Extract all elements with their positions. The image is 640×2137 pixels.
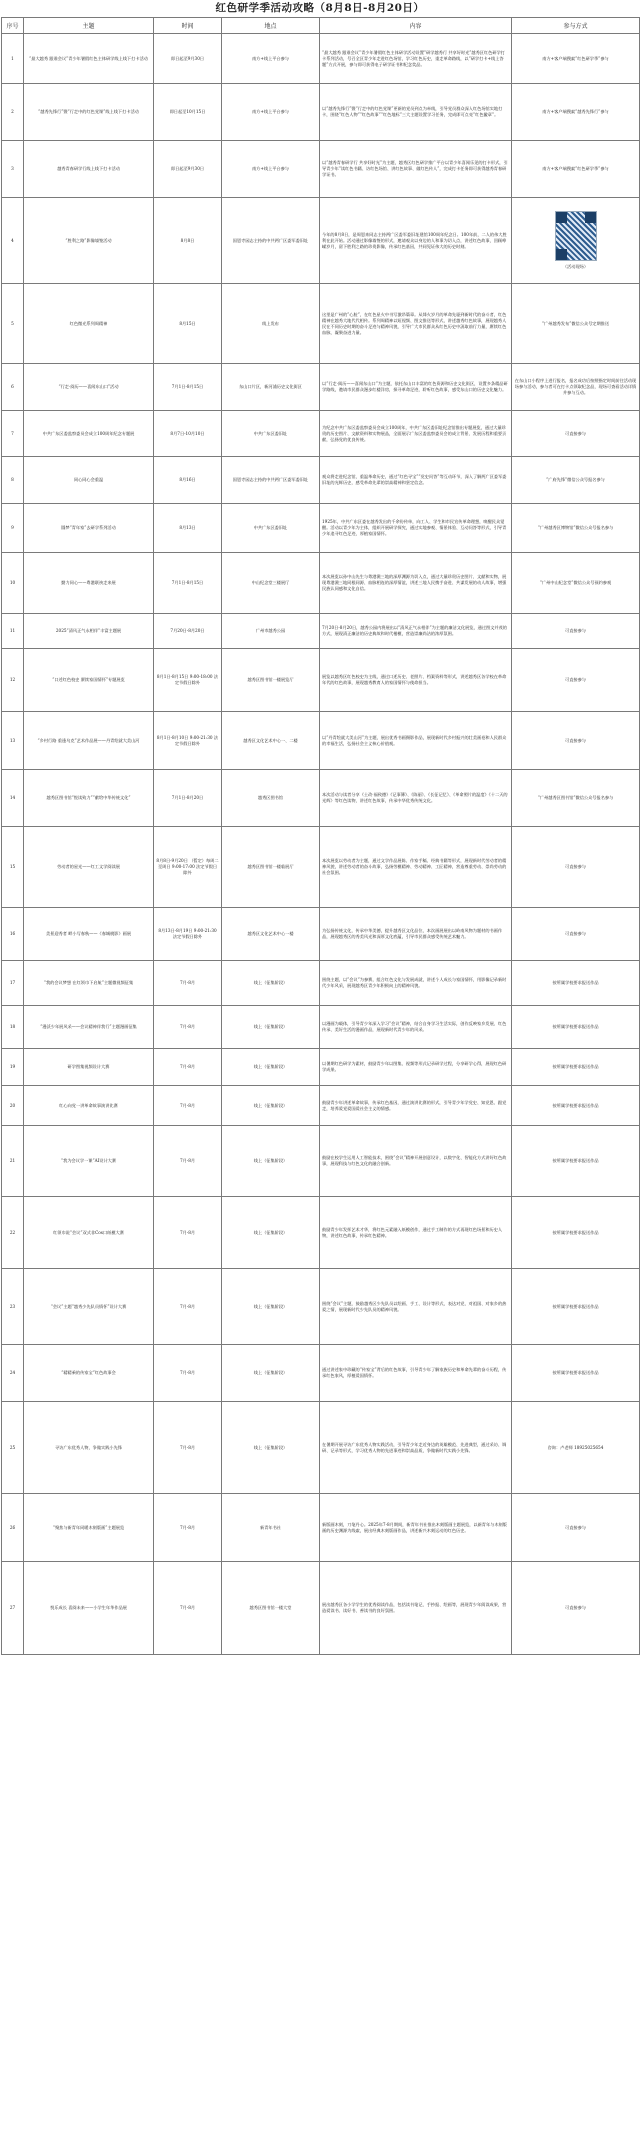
row-time: 7月1日-8月20日 [154, 770, 222, 827]
row-method: 按所属学校要求报送作品 [512, 1049, 640, 1086]
row-place: 越秀区图书馆 [222, 770, 320, 827]
table-row [2, 364, 640, 411]
row-number: 1 [2, 34, 24, 84]
row-number: 19 [2, 1049, 24, 1086]
table-row [2, 198, 640, 284]
row-content: 以漫画为载体，引导青少年深入学习“会议”精神，结合自身学习生活实际，创作反映家乡发展、红色传承、美好生活的漫画作品，展现新时代青少年的风采。 [320, 1006, 512, 1049]
row-place: 越秀区文化艺术中心一、二楼 [222, 712, 320, 770]
row-time: 7月-8月 [154, 1402, 222, 1494]
row-time: 8月8日-9月20日 （暂定）每周二至周日 9:00-17:00 法定节假日除外 [154, 827, 222, 908]
table-row [2, 411, 640, 457]
table-row [2, 1402, 640, 1494]
row-place: 中共广东区委旧址 [222, 504, 320, 553]
table-header-row [2, 18, 640, 34]
row-theme: 同心同心会重温 [24, 457, 154, 504]
row-time: 7月-8月 [154, 1126, 222, 1197]
row-number: 25 [2, 1402, 24, 1494]
row-time: 8月16日 [154, 457, 222, 504]
row-number: 14 [2, 770, 24, 827]
header-theme: 主题 [24, 18, 154, 34]
table-row [2, 614, 640, 649]
row-method: 可直接参与 [512, 411, 640, 457]
row-time: 7月-8月 [154, 1269, 222, 1345]
row-number: 24 [2, 1345, 24, 1402]
row-theme: 美景迎秀者 畔小写春秋——《春城桃影》画展 [24, 908, 154, 961]
row-number: 3 [2, 141, 24, 198]
row-content: 本次展览以劳动者为主题，通过文学作品展陈、作家手稿、经典书籍等形式，展现新时代劳动者的精神风貌，讲述劳动者的奋斗故事，弘扬劳模精神、劳动精神、工匠精神，营造尊重劳动、崇尚劳动的社会氛围。 [320, 827, 512, 908]
row-time: 8月8日 [154, 198, 222, 284]
row-place: 南方+线上平台参与 [222, 34, 320, 84]
table-row [2, 827, 640, 908]
table-row [2, 457, 640, 504]
row-place: 中共广东区委旧址 [222, 411, 320, 457]
row-content: 展览以越秀区红色校史为主线，通过口述历史、老照片、档案资料等形式，讲述越秀区各学校在革命年代的红色故事，展现越秀教育人的家国情怀与使命担当。 [320, 649, 512, 712]
row-number: 6 [2, 364, 24, 411]
row-method: “广州中山纪念堂”微信公众号预约参观 [512, 553, 640, 614]
row-place: 线上（征集阶段） [222, 1006, 320, 1049]
row-place: 线上（征集阶段） [222, 1197, 320, 1269]
row-theme: “我为会议学一课”AI设计大赛 [24, 1126, 154, 1197]
row-content: 鼓励在校学生运用人工智能技术，围绕“会议”精神开展创意设计，以数字化、智能化方式讲好红色故事，展现科技与红色文化的融合创新。 [320, 1126, 512, 1197]
row-content: 鼓励青少年讲述革命故事，传承红色基因，通过演讲比赛的形式，引导青少年学党史、知党恩、跟党走，培养爱党爱国爱社会主义的情感。 [320, 1086, 512, 1126]
row-theme: “会议”主题“越秀少先队员情怀”设计大赛 [24, 1269, 154, 1345]
row-number: 4 [2, 198, 24, 284]
row-theme: 寻访广东优秀人物，争做实践小先锋 [24, 1402, 154, 1494]
table-row [2, 284, 640, 364]
row-place: 中山纪念堂三楼展厅 [222, 553, 320, 614]
row-place: 广州市越秀公园 [222, 614, 320, 649]
row-method: 按所属学校要求报送作品 [512, 1126, 640, 1197]
row-method: 可直接参与 [512, 827, 640, 908]
row-number: 10 [2, 553, 24, 614]
table-row [2, 141, 640, 198]
row-place: 国恩寺园志主持的中共两广区委军委旧址 [222, 198, 320, 284]
row-time: 8月13日-8月19日 9:00-21:30 法定节假日除外 [154, 908, 222, 961]
table-body [2, 34, 640, 1655]
row-method: 南方+客户端搜索“越秀先锋行”参与 [512, 84, 640, 141]
row-theme: 中共广东区委监察委员会成立100周年纪念专题展 [24, 411, 154, 457]
row-place: 越秀区图书馆一楼临展厅 [222, 827, 320, 908]
row-method: 按所属学校要求报送作品 [512, 1086, 640, 1126]
header-time: 时间 [154, 18, 222, 34]
row-time: 即日起至9月30日 [154, 141, 222, 198]
row-number: 16 [2, 908, 24, 961]
row-theme: 红领巾说“会议”双式非Cos口纸模大赛 [24, 1197, 154, 1269]
row-theme: 2025“清风正气永相伴”丰富主题展 [24, 614, 154, 649]
row-content: 鼓励青少年发挥艺术才华，将红色元素融入纸模创作，通过手工制作的方式再现红色场景和历史人物，讲述红色故事，传承红色精神。 [320, 1197, 512, 1269]
row-method: 南方+客户端搜索“红色研学季”参与 [512, 34, 640, 84]
row-method: “广府先锋”微信公众号报名参与 [512, 457, 640, 504]
row-content: 通过讲述家中珍藏的“传家宝”背后的红色故事，引导青少年了解家族历史和革命先辈的奋斗历程，传承红色家风，厚植爱国情怀。 [320, 1345, 512, 1402]
row-time: 8月1日-8月10日 9:00-21:30 法定节假日除外 [154, 712, 222, 770]
row-content: 以“丹青绘就大美山河”为主题，展出优秀书画摄影作品，展现新时代乡村振兴的壮美画卷和人民群众的幸福生活，弘扬社会主义核心价值观。 [320, 712, 512, 770]
row-place: 越秀区图书馆一楼展览厅 [222, 649, 320, 712]
header-content: 内容 [320, 18, 512, 34]
row-theme: “乡村行路 重逢乌克”艺术作品展——丹青绘就大美山河 [24, 712, 154, 770]
row-theme: “最大越秀 跟谁会议”青少年暑假红色主体研学线上线下打卡活动 [24, 34, 154, 84]
row-theme: “胜利之路”影像墙签活动 [24, 198, 154, 284]
row-content: 在暑期开展寻访广东优秀人物实践活动，引导青少年走近身边的英雄模范、先进典型，通过采访、调研、记录等形式，学习优秀人物的先进事迹和崇高品质，争做新时代实践小先锋。 [320, 1402, 512, 1494]
row-theme: “我的会议梦想 在红领巾下启航”主题微视频征集 [24, 961, 154, 1006]
row-content: 围绕“会议”主题，鼓励越秀区少先队员以绘画、手工、设计等形式，表达对党、对祖国、对家乡的热爱之情，展现新时代少先队员的精神风貌。 [320, 1269, 512, 1345]
row-method: 可直接参与 [512, 649, 640, 712]
row-method: “广州越秀区图书馆”微信公众号报名参与 [512, 770, 640, 827]
row-number: 5 [2, 284, 24, 364]
row-place: 南方+线上平台参与 [222, 84, 320, 141]
row-number: 9 [2, 504, 24, 553]
row-theme: 红色微光系列周精神 [24, 284, 154, 364]
row-time: 7月-8月 [154, 961, 222, 1006]
row-method: 可直接参与 [512, 1562, 640, 1655]
header-place: 地点 [222, 18, 320, 34]
row-time: 7月-8月 [154, 1345, 222, 1402]
row-place: 线上（征集阶段） [222, 961, 320, 1006]
row-method: 按所属学校要求报送作品 [512, 961, 640, 1006]
table-row [2, 504, 640, 553]
row-content: 以“越秀青春研学行 共享好时光”为主题，越秀区红色研学推广平台以青少年喜闻乐见的打卡形式，引导青少年“读红色书籍、访红色场馆、讲红色故事、做红色传人”，完成打卡任务即可获得越秀青春研学证书。 [320, 141, 512, 198]
row-content: 7月20日-8月20日，越秀公园内将展出以“清风正气永相伴”为主题的廉洁文化展览，通过图文并茂的方式，展现清正廉洁的历史典故和时代楷模，营造崇廉尚洁的浓厚氛围。 [320, 614, 512, 649]
row-number: 27 [2, 1562, 24, 1655]
row-number: 23 [2, 1269, 24, 1345]
row-number: 21 [2, 1126, 24, 1197]
row-theme: “精精乘的传家宝”红色故事会 [24, 1345, 154, 1402]
header-method: 参与方式 [512, 18, 640, 34]
table-row [2, 712, 640, 770]
row-place: 线上（征集阶段） [222, 1086, 320, 1126]
row-place: 线上（征集阶段） [222, 1345, 320, 1402]
row-number: 7 [2, 411, 24, 457]
table-row [2, 1562, 640, 1655]
row-time: 7月-8月 [154, 1086, 222, 1126]
row-theme: 悦乐成长 喜阅未来——小学生年华作品展 [24, 1562, 154, 1655]
row-content: 1925年，中共广东区委在越秀发出的千余份传单，向工人、学生和市民宣传革命理想，唤醒民众觉醒。活动以青少年为主体，组织开展研学探究，通过实地参观、情景体验、互动问答等形式，引导青少年追寻红色足迹，厚植家国情怀。 [320, 504, 512, 553]
row-time: 7月-8月 [154, 1006, 222, 1049]
header-no: 序号 [2, 18, 24, 34]
table-row [2, 770, 640, 827]
row-theme: “漫沃少年展风采——会议精神伴我行”主题漫画征集 [24, 1006, 154, 1049]
row-content: 以暑期红色研学为素材，鼓励青少年以图集、视频等形式记录研学过程，分享研学心得，展现红色研学成果。 [320, 1049, 512, 1086]
row-content: 为纪念中共广东区委监察委员会成立100周年，中共广东区委旧址纪念馆推出专题展览，通过大量珍贵的历史图片、文献资料和实物展品，全面展示广东区委监察委员会的成立背景、发展历程和重要贡献，弘扬党的优良传统。 [320, 411, 512, 457]
row-method: 可直接参与 [512, 908, 640, 961]
table-row [2, 1345, 640, 1402]
row-place: 东山口片区，新河浦历史文化街区 [222, 364, 320, 411]
table-row [2, 84, 640, 141]
row-number: 12 [2, 649, 24, 712]
row-theme: 劳动者的星光——红工文学阅读展 [24, 827, 154, 908]
table-row [2, 1269, 640, 1345]
row-place: 新青年书社 [222, 1494, 320, 1562]
row-time: 8月15日 [154, 284, 222, 364]
row-number: 26 [2, 1494, 24, 1562]
table-row [2, 961, 640, 1006]
table-row [2, 908, 640, 961]
row-method: 可直接参与 [512, 712, 640, 770]
qr-code-icon[interactable] [555, 211, 597, 261]
row-theme: “行走·阅历——喜闻东山口”活动 [24, 364, 154, 411]
row-method: 可直接参与 [512, 614, 640, 649]
row-number: 17 [2, 961, 24, 1006]
row-theme: “聚焦与新青年同暖木刻版画”主题展览 [24, 1494, 154, 1562]
row-place: 线上发布 [222, 284, 320, 364]
row-theme: “口述红色校史 赓续家国情怀”专题展览 [24, 649, 154, 712]
row-method: “广州越秀区博物馆”微信公众号报名参与 [512, 504, 640, 553]
table-row [2, 1086, 640, 1126]
row-method: 按所属学校要求报送作品 [512, 1269, 640, 1345]
row-method: “广州越秀发布”微信公众号定期推送 [512, 284, 640, 364]
row-theme: 研学图集视频设计大赛 [24, 1049, 154, 1086]
table-row [2, 1197, 640, 1269]
qr-caption: （活动现场） [562, 264, 589, 269]
row-content: 今年的8月8日，是周恩来同志主持两广区委军委旧址建馆100周年纪念日。100年前，二人的伟大胜利在此开始。活动通过影像墙签的形式，邀请观众以身边的人和事为切入点，讲述红色故事，回顾峥嵘岁月，留下胜利之路的珍贵影像，传承红色基因，共同见证伟大的历史时刻。 [320, 198, 512, 284]
row-theme: 红心向党一讲革命故事演讲比赛 [24, 1086, 154, 1126]
row-time: 7月1日-8月15日 [154, 553, 222, 614]
row-time: 7月-8月 [154, 1197, 222, 1269]
row-place: 越秀区图书馆一楼大堂 [222, 1562, 320, 1655]
row-place: 越秀区文化艺术中心一楼 [222, 908, 320, 961]
table-row [2, 649, 640, 712]
row-place: 国恩寺园志主持的中共两广区委军委旧址 [222, 457, 320, 504]
row-number: 20 [2, 1086, 24, 1126]
table-row [2, 1049, 640, 1086]
row-content: 围绕主题，以“会议”为参赛，组合红色文化与发展成就，讲述个人成长与家国情怀，用影像记录新时代少年风采，展现越秀区青少年积极向上的精神风貌。 [320, 961, 512, 1006]
row-number: 8 [2, 457, 24, 504]
row-place: 线上（征集阶段） [222, 1402, 320, 1494]
page-title: 红色研学季活动攻略（8月8日-8月20日） [215, 2, 425, 14]
row-content: 这里是广州的“心脏”，在红色星火中书写激昂篇章。从烽火岁月的革命先驱到新时代的奋斗者，红色精神在越秀大地代代相传。系列周精神以短视频、图文推送等形式，讲述越秀红色故事，展现越秀人民在不同历史时期的奋斗足迹与精神风貌，引导广大市民群众从红色历史中汲取前行力量，赓续红色血脉，凝聚奋进力量。 [320, 284, 512, 364]
row-time: 8月7日-10月10日 [154, 411, 222, 457]
table-row [2, 1126, 640, 1197]
activity-table [1, 17, 640, 1655]
row-number: 11 [2, 614, 24, 649]
row-time: 8月1日-8月15日 9:00-18:00 法定节假日除外 [154, 649, 222, 712]
row-method [512, 198, 640, 284]
row-content: “最大越秀 跟谁会议”青少年暑假红色主体研学活动设置“研学越秀行 共享好时光”越秀区红色研学打卡系列活动，号召全区青少年走进红色场馆，学习红色历史，重走革命路线，以“研学打卡+线上答题”方式开展，参与即可获得电子研学证书和纪念奖品。 [320, 34, 512, 84]
row-time: 即日起至10月15日 [154, 84, 222, 141]
row-method: 按所属学校要求报送作品 [512, 1006, 640, 1049]
row-time: 7月-8月 [154, 1049, 222, 1086]
row-content: 新版画木刻，刀笔丹心。2025年7-8月期间，新青年书社推出木刻版画主题展览，以新青年与木刻版画的历史渊源为线索，展出经典木刻版画作品，讲述新兴木刻运动的红色历史。 [320, 1494, 512, 1562]
row-time: 即日起至9月30日 [154, 34, 222, 84]
row-time: 7月20日-8月20日 [154, 614, 222, 649]
row-time: 7月-8月 [154, 1562, 222, 1655]
row-number: 18 [2, 1006, 24, 1049]
row-time: 7月-8月 [154, 1494, 222, 1562]
row-method: 按所属学校要求报送作品 [512, 1197, 640, 1269]
row-theme: 越秀青春研学行线上线下打卡活动 [24, 141, 154, 198]
row-time: 7月1日-8月15日 [154, 364, 222, 411]
row-content: 本次展览以孙中山先生与粤港澳三地的深厚渊源为切入点，通过大量珍贵历史图片、文献和实物，展现粤港澳三地同根同源、血脉相连的深厚情谊，讲述三地人民携手奋进、共谋发展的动人故事，增强民族认同感和文化自信。 [320, 553, 512, 614]
row-content: 展出越秀区各小学学生的优秀阅读作品，包括读书笔记、手抄报、绘画等，展现青少年阅读成果，营造爱读书、读好书、善读书的良好氛围。 [320, 1562, 512, 1655]
row-method: 南方+客户端搜索“红色研学季”参与 [512, 141, 640, 198]
row-number: 15 [2, 827, 24, 908]
row-number: 13 [2, 712, 24, 770]
row-theme: 勤力同心——粤港联袂走来展 [24, 553, 154, 614]
row-theme: “越秀先锋行”暨“行走中的红色党课”线上线下打卡活动 [24, 84, 154, 141]
row-content: 以“行走·阅历——喜闻东山口”为主题，依托东山口丰富的红色资源和历史文化街区，设置多条精品研学路线，邀请市民群众漫步红楼洋房，探寻革命足迹，聆听红色故事，感受东山口的历史文化魅力。 [320, 364, 512, 411]
row-time: 8月13日 [154, 504, 222, 553]
row-theme: 圆梦“青年家”去研学系列活动 [24, 504, 154, 553]
row-method: 可直接参与 [512, 1494, 640, 1562]
row-method: 在东山口小程序上进行报名，报名成功后按照指定时间前往活动现场参与活动，参与者可在打卡点领取纪念品，现场可查看活动详情并参与互动。 [512, 364, 640, 411]
row-method: 咨询：卢老师 18925025654 [512, 1402, 640, 1494]
row-place: 线上（征集阶段） [222, 1049, 320, 1086]
row-number: 22 [2, 1197, 24, 1269]
row-place: 南方+线上平台参与 [222, 141, 320, 198]
table-row [2, 1494, 640, 1562]
row-place: 线上（征集阶段） [222, 1126, 320, 1197]
row-theme: 越秀区图书馆“悦读致力”“献给中华传统文化” [24, 770, 154, 827]
row-method: 按所属学校要求报送作品 [512, 1345, 640, 1402]
table-row [2, 553, 640, 614]
table-row [2, 1006, 640, 1049]
row-place: 线上（征集阶段） [222, 1269, 320, 1345]
row-content: 观众将走进纪念馆，重温革命历史，通过“红色寻宝”“党史问答”等互动环节，深入了解两广区委军委旧址的光辉历史，感受革命先辈的崇高精神和坚定信念。 [320, 457, 512, 504]
row-number: 2 [2, 84, 24, 141]
row-content: 为弘扬传统文化，传承中华美德，提升越秀区文化品位，本次画展展出以岭南风物为题材的书画作品，展现越秀区的秀美风光和深厚文化底蕴，引导市民群众感受传统艺术魅力。 [320, 908, 512, 961]
row-content: 本次活动与读者分享《土改·福致德》《记事簿》、《陈丽》、《长征记忆》、《革命照片的温度》《十二天的光辉》等红色读物，讲述红色故事，传承中华优秀传统文化。 [320, 770, 512, 827]
row-content: 以“越秀先锋行”暨“行走中的红色党课”更新的党员到点为牵线，引导党员群众深入红色场馆实地打卡，围绕“红色人物”“红色故事”“红色地标”三大主题设置学习任务，完成即可点亮“红色徽章”。 [320, 84, 512, 141]
table-row [2, 34, 640, 84]
